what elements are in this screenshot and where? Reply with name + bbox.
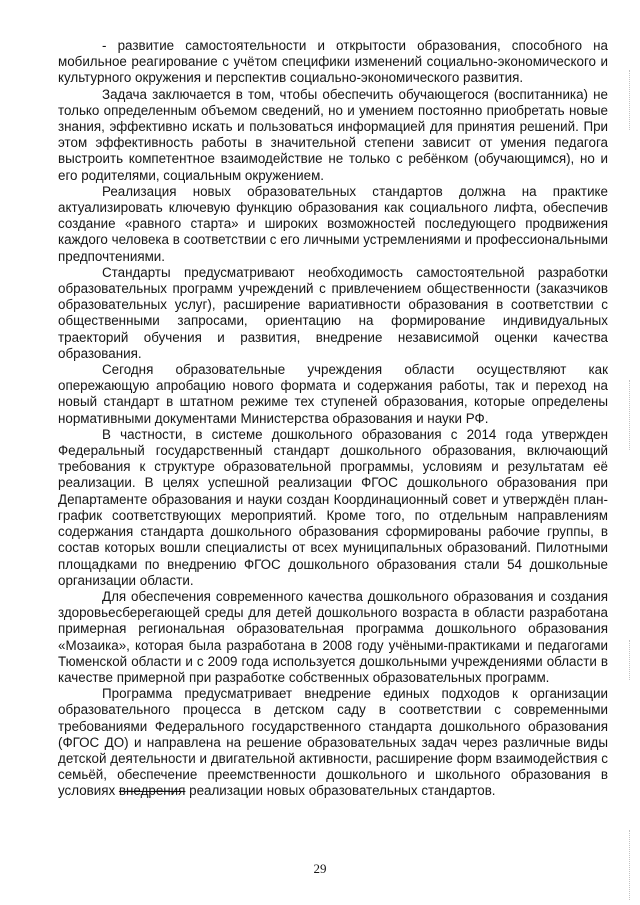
page-number: 29: [313, 861, 327, 876]
document-body: [58, 38, 608, 800]
paragraph-6: В частности, в системе дошкольного образования с 2014 года утвержден Федеральный государственный стандарт дошкольного образования, включающий требования к структуре образовательной программы, условиям и результатам её реализации. В целях успешной реализации ФГОС дошкольного образования при Департаменте образования и науки создан Координационный совет и утверждён план-график соответствующих мероприятий. Кроме того, по отдельным направлениям содержания стандарта дошкольного образования сформированы рабочие группы, в состав которых вошли специалисты от всех муниципальных образований. Пилотными площадками по внедрению ФГОС дошкольного образования стали 54 дошкольные организации области.: [58, 426, 608, 588]
paragraph-3: Реализация новых образовательных стандартов должна на практике актуализировать ключевую функцию образования как социального лифта, обеспечив создание «равного старта» и широких возможностей последующего продвижения каждого человека в соответствии с его личными устремлениями и профессиональными предпочтениями.: [58, 183, 608, 264]
scan-edge-mark: [629, 380, 638, 450]
paragraph-8-tail: реализации новых образовательных стандартов.: [185, 783, 496, 799]
struck-word: внедрения: [118, 783, 186, 799]
scan-edge-mark: [629, 640, 638, 680]
paragraph-4: Стандарты предусматривают необходимость самостоятельной разработки образовательных программ учреждений с привлечением общественности (заказчиков образовательных услуг), расширение вариативности образования в соответствии с общественными запросами, ориентацию на формирование индивидуальных траекторий обучения и развития, внедрение независимой оценки качества образования.: [58, 264, 608, 361]
scan-edge-mark: [629, 70, 638, 130]
paragraph-5: Сегодня образовательные учреждения области осуществляют как опережающую апробацию нового формата и содержания работы, так и переход на новый стандарт в штатном режиме тех ступеней образования, которые определены нормативными документами Министерства образования и науки РФ.: [58, 362, 608, 426]
paragraph-8-text: Программа предусматривает внедрение единых подходов к организации образовательного процесса в детском саду в соответствии с современными требованиями Федерального государственного стандарта дошкольного образования (ФГОС ДО) и направлена на решение образовательных задач через различные виды детской деятельности и двигательной активности, расширение форм взаимодействия с семьёй, обеспечение преемственности дошкольного и школьного образования в условиях: [58, 686, 608, 799]
paragraph-2: Задача заключается в том, чтобы обеспечить обучающегося (воспитанника) не только определенным объемом сведений, но и умением постоянно приобретать новые знания, эффективно искать и пользоваться информацией для принятия решений. При этом эффективность работы в значительной степени зависит от умения педагога выстроить компетентное взаимодействие не только с ребёнком (обучающимся), но и его родителями, социальным окружением.: [58, 86, 608, 183]
scan-edge-mark: [629, 830, 638, 900]
paragraph-7: Для обеспечения современного качества дошкольного образования и создания здоровьесберегающей среды для детей дошкольного возраста в области разработана примерная региональная образовательная программа дошкольного образования «Мозаика», которая была разработана в 2008 году учёными-практиками и педагогами Тюменской области и с 2009 года используется дошкольными учреждениями области в качестве примерной при разработке собственных образовательных программ.: [58, 588, 608, 685]
paragraph-8: [58, 686, 608, 799]
paragraph-1: - развитие самостоятельности и открытости образования, способного на мобильное реагирование с учётом специфики изменений социально-экономического и культурного окружения и перспектив социально-экономического развития.: [58, 38, 608, 86]
